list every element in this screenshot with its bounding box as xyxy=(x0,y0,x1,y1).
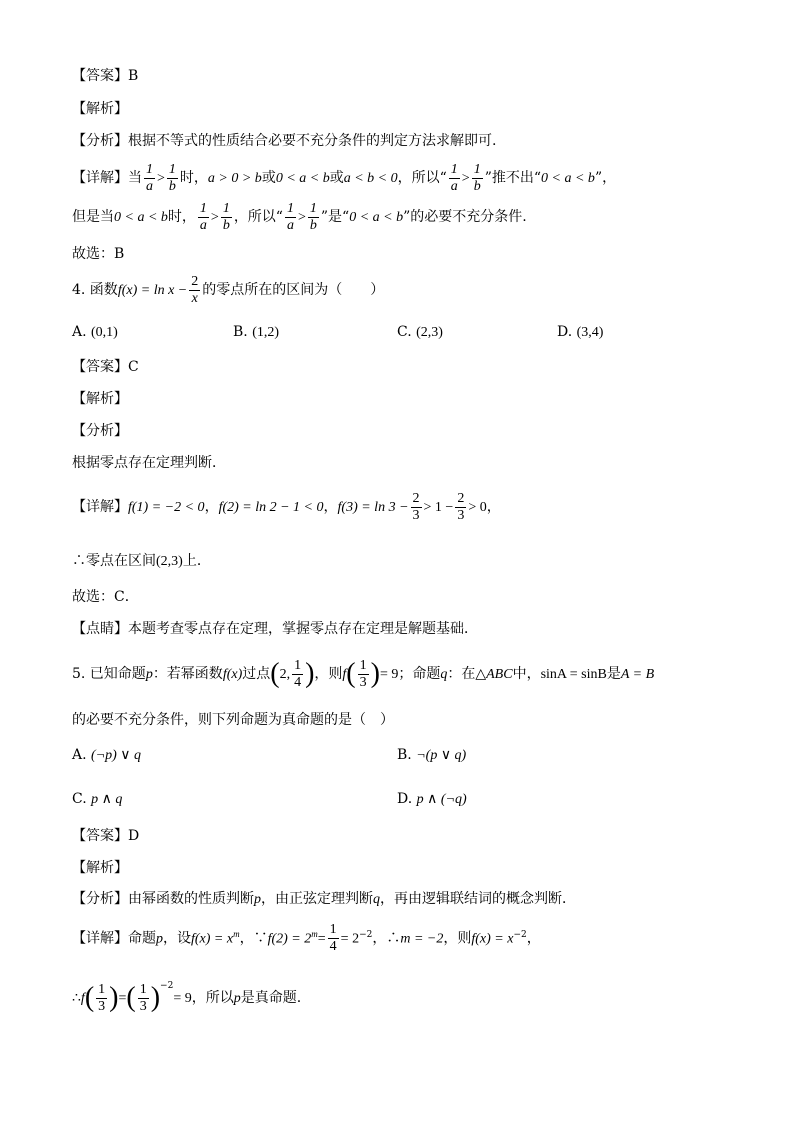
value: (¬p) ∨ q xyxy=(91,748,142,763)
den: b xyxy=(473,178,481,194)
detail-label: 【详解】 xyxy=(72,170,128,186)
q3-fenxi: 【分析】根据不等式的性质结合必要不充分条件的判定方法求解即可. xyxy=(72,133,497,149)
text: ”是“ xyxy=(320,209,350,225)
math: m = −2 xyxy=(400,931,444,947)
sup: −2 xyxy=(513,930,527,940)
text: ， xyxy=(526,930,541,947)
text: ，则 xyxy=(314,666,343,682)
math: = 9 xyxy=(379,667,399,682)
den: 3 xyxy=(139,998,147,1014)
detail-label: 【详解】 xyxy=(72,499,128,515)
label: C. xyxy=(72,791,87,807)
text: 过点 xyxy=(242,666,271,682)
math: f(x) = x xyxy=(471,931,514,947)
text: ， xyxy=(486,499,501,515)
text: 【分析】由幂函数的性质判断 xyxy=(72,891,254,907)
num: 2 xyxy=(412,490,420,506)
q3-detail-line2: 但是当0 < a < b时， $\frac{1}{a}$ > $\frac{1}{b}$ ，所以“ $\frac{1}{a}$ > $\frac{1}{b}$ ”是“0 < a < b”的必要不充分条件. xyxy=(72,200,527,233)
q5-option-a xyxy=(72,745,141,766)
text: 4. 函数 xyxy=(72,282,118,298)
fraction xyxy=(167,162,178,195)
math: f(3) = ln 3 − xyxy=(337,500,409,515)
math: p xyxy=(254,892,261,907)
label: A. xyxy=(72,324,87,340)
math: = 9 xyxy=(173,991,192,1006)
num: 1 xyxy=(473,161,481,177)
fraction xyxy=(198,201,209,234)
value: ¬(p ∨ q) xyxy=(416,748,467,763)
q4-conclusion xyxy=(72,551,734,572)
text: ， xyxy=(323,499,338,515)
label: C. xyxy=(397,324,412,340)
math: p xyxy=(145,667,153,682)
math: 0 < a < b xyxy=(349,210,404,225)
den: a xyxy=(146,178,153,194)
den: b xyxy=(168,178,176,194)
math: 2, xyxy=(279,667,291,682)
q5-option-c xyxy=(72,789,122,810)
den: a xyxy=(450,178,458,194)
math: 0 < a < b xyxy=(114,210,168,225)
num: 1 xyxy=(450,161,458,177)
q4-analysis-head: 【解析】 xyxy=(72,391,128,407)
text: 时， xyxy=(167,209,196,225)
q4-fenxi-body: 根据零点存在定理判断． xyxy=(72,455,226,471)
text: 命题 xyxy=(128,930,156,947)
num: 2 xyxy=(191,273,199,289)
text: ”推不出“ xyxy=(484,170,542,186)
math: p xyxy=(233,991,241,1006)
label: A. xyxy=(72,747,87,763)
text: ，再由逻辑联结词的概念判断． xyxy=(380,891,576,907)
text: 上． xyxy=(182,553,211,569)
math: f(2) = ln 2 − 1 < 0 xyxy=(218,500,324,515)
den: b xyxy=(222,217,230,233)
math: f xyxy=(342,667,347,682)
text: 是 xyxy=(606,666,621,682)
value: p ∧ q xyxy=(91,792,123,807)
label: B. xyxy=(233,324,248,340)
text: ，设 xyxy=(163,930,191,947)
math: = xyxy=(118,991,127,1006)
fraction xyxy=(455,491,466,524)
q5-fenxi xyxy=(72,889,734,910)
fraction xyxy=(221,201,232,234)
num: 1 xyxy=(168,161,176,177)
den: 4 xyxy=(294,674,302,690)
q4-answer: 【答案】C xyxy=(72,359,139,375)
den: 3 xyxy=(412,507,420,523)
detail-label: 【详解】 xyxy=(72,930,128,947)
text: ，所以“ xyxy=(397,170,447,186)
math: = xyxy=(317,931,326,947)
text: ∴零点在区间 xyxy=(72,553,156,569)
math: q xyxy=(373,892,380,907)
fraction xyxy=(358,658,369,691)
den: a xyxy=(286,217,294,233)
sup: −2 xyxy=(359,930,373,940)
q5-stem-line1: 5. 已知命题p：若幂函数f(x)过点(2, $\frac{1}{4}$ )，则f( $\frac{1}{3}$ )= 9；命题q：在△ABC中，sinA = sinB是A = B xyxy=(72,657,655,690)
label: D. xyxy=(397,791,413,807)
math: f(2) = 2 xyxy=(267,931,312,947)
fraction xyxy=(189,274,200,307)
value: (1,2) xyxy=(252,325,280,340)
num: 1 xyxy=(329,922,337,938)
math: a < b < 0 xyxy=(343,171,398,186)
q3-guxuan: 故选：B xyxy=(72,246,125,262)
den: 3 xyxy=(98,998,106,1014)
q5-analysis-head: 【解析】 xyxy=(72,860,128,876)
text: ，∴ xyxy=(372,930,401,947)
math: f(x) xyxy=(222,667,243,682)
math: a > 0 > b xyxy=(207,171,262,186)
fraction xyxy=(96,982,107,1015)
q4-fenxi-head: 【分析】 xyxy=(72,423,128,439)
text: 但是当 xyxy=(72,209,114,225)
math: q xyxy=(440,667,448,682)
math: (2,3) xyxy=(156,554,183,569)
math: A = B xyxy=(620,667,655,682)
fraction xyxy=(285,201,296,234)
sup: m xyxy=(311,929,318,939)
value: p ∧ (¬q) xyxy=(416,792,467,807)
math: f(x) = x xyxy=(191,931,234,947)
den: 3 xyxy=(457,507,465,523)
label: D. xyxy=(557,324,573,340)
math: f xyxy=(80,991,85,1006)
math: p xyxy=(156,931,163,947)
text: 是真命题. xyxy=(240,990,302,1006)
fraction xyxy=(292,658,303,691)
math: > 0 xyxy=(468,500,487,515)
q4-guxuan: 故选：C． xyxy=(72,589,139,605)
q4-option-b xyxy=(233,322,279,343)
num: 1 xyxy=(146,161,153,177)
q4-option-d xyxy=(557,322,603,343)
num: 1 xyxy=(286,200,294,216)
den: a xyxy=(199,217,207,233)
text: ， xyxy=(204,499,219,515)
text: 的零点所在的区间为（ ） xyxy=(202,282,385,298)
q3-analysis-head: 【解析】 xyxy=(72,101,128,117)
q4-stem xyxy=(72,272,734,308)
q3-answer: 【答案】B xyxy=(72,68,139,84)
num: 1 xyxy=(199,200,207,216)
text: 或 xyxy=(329,170,344,186)
fraction xyxy=(449,162,460,195)
num: 1 xyxy=(294,657,302,673)
den: b xyxy=(309,217,317,233)
math: 0 < a < b xyxy=(541,171,595,186)
q4-option-a xyxy=(72,322,118,343)
fraction xyxy=(411,491,422,524)
num: 1 xyxy=(98,981,106,997)
q4-dianjing: 【点睛】本题考查零点存在定理，掌握零点存在定理是解题基础． xyxy=(72,621,478,637)
math: f(x) = ln x − xyxy=(117,283,188,298)
value: (2,3) xyxy=(416,325,443,340)
math: f(1) = −2 < 0 xyxy=(128,500,205,515)
fraction xyxy=(144,162,155,195)
math: = 2 xyxy=(340,931,360,947)
text: ∴ xyxy=(72,990,81,1006)
num: 2 xyxy=(457,490,465,506)
math: > 1 − xyxy=(423,500,454,515)
text: 5. 已知命题 xyxy=(72,666,146,682)
math: sinA = sinB xyxy=(540,667,607,682)
text: ，所以“ xyxy=(233,209,283,225)
num: 1 xyxy=(139,981,147,997)
num: 1 xyxy=(222,200,230,216)
text: ；命题 xyxy=(398,666,441,682)
fraction xyxy=(308,201,319,234)
text: 时， xyxy=(179,170,208,186)
math: 0 < a < b xyxy=(275,171,330,186)
text: ，所以 xyxy=(191,990,234,1006)
q5-detail-line2: ∴f( $\frac{1}{3}$ )=( $\frac{1}{3}$ )$^{-2}$= 9，所以p是真命题. xyxy=(72,981,302,1014)
text: ：在 xyxy=(447,666,476,682)
q5-detail-line1 xyxy=(72,916,734,955)
q4-option-c xyxy=(397,322,443,343)
num: 1 xyxy=(359,657,367,673)
text: 当 xyxy=(128,170,142,186)
den: x xyxy=(191,290,198,306)
sup: m xyxy=(233,929,240,939)
text: ，∵ xyxy=(239,930,268,947)
text: ，则 xyxy=(443,930,472,947)
text: ：若幂函数 xyxy=(152,666,223,682)
q5-option-b xyxy=(397,745,466,766)
math: △ABC xyxy=(475,667,513,682)
text: ”， xyxy=(594,170,617,186)
text: 或 xyxy=(261,170,276,186)
text: 中， xyxy=(512,666,541,682)
value: (3,4) xyxy=(576,325,604,340)
q5-answer: 【答案】D xyxy=(72,828,140,844)
q4-detail xyxy=(72,489,734,525)
text: ”的必要不充分条件. xyxy=(403,209,527,225)
den: 4 xyxy=(329,939,337,955)
label: B. xyxy=(397,747,412,763)
value: (0,1) xyxy=(91,325,118,340)
q5-stem-line2: 的必要不充分条件，则下列命题为真命题的是（ ） xyxy=(72,712,394,728)
q3-detail-line1: 【详解】当 $\frac{1}{a}$ > $\frac{1}{b}$ 时，a > 0 > b或0 < a < b或a < b < 0，所以“ $\frac{1}{a}$ > $\frac{1}{b}$ ”推不出“0 < a < b”， xyxy=(72,161,617,194)
fraction xyxy=(472,162,483,195)
fraction xyxy=(328,922,339,955)
q5-option-d xyxy=(397,789,467,810)
den: 3 xyxy=(359,674,367,690)
text: ，由正弦定理判断 xyxy=(261,891,373,907)
fraction xyxy=(138,982,149,1015)
num: 1 xyxy=(309,200,317,216)
sup: −2 xyxy=(160,981,174,991)
